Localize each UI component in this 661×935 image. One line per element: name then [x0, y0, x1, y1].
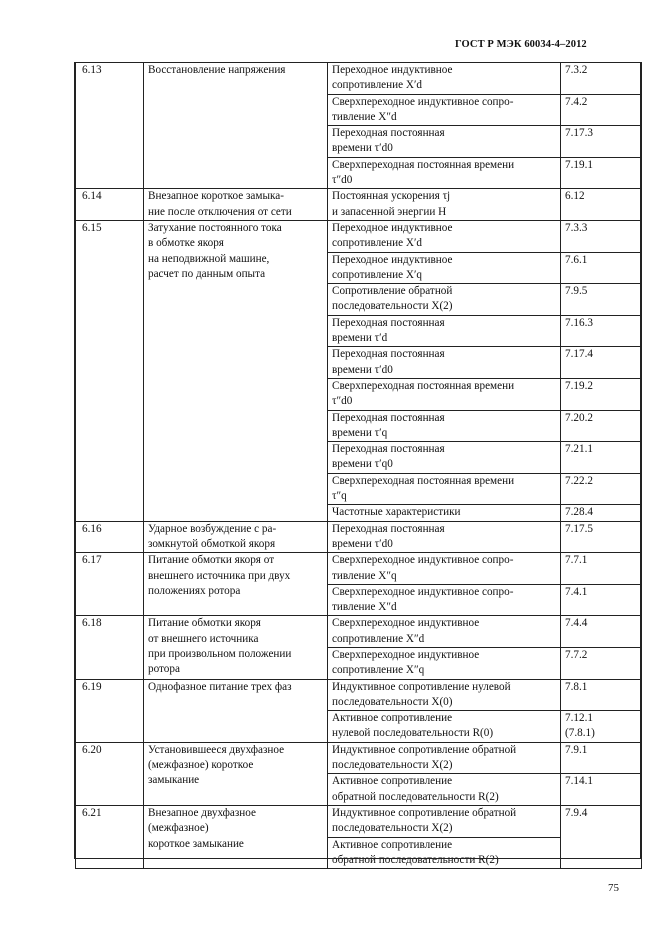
reference-line: 7.20.2	[565, 411, 593, 424]
reference-cell	[561, 553, 642, 585]
parameter-cell	[328, 252, 561, 284]
parameter-line: тивление X″q	[332, 569, 397, 582]
test-name-line: внешнего источника при двух	[148, 569, 291, 582]
table-row	[76, 220, 642, 252]
reference-cell	[561, 584, 642, 616]
reference-line: 7.17.3	[565, 127, 593, 140]
clause-number: 6.18	[82, 617, 102, 630]
test-name-line: Питание обмотки якоря от	[148, 554, 275, 567]
parameter-line: Переходная постоянная	[332, 348, 445, 361]
test-name-line: Затухание постоянного тока	[148, 221, 282, 234]
parameter-cell	[328, 410, 561, 442]
clause-number-cell	[76, 616, 144, 679]
parameter-line: времени τ′q	[332, 426, 388, 439]
parameter-line: и запасенной энергии H	[332, 205, 447, 218]
reference-cell	[561, 284, 642, 316]
test-name-line: Внезапное двухфазное	[148, 806, 256, 819]
reference-line: 7.9.1	[565, 743, 588, 756]
parameter-line: Переходная постоянная	[332, 522, 445, 535]
parameter-cell	[328, 711, 561, 743]
parameter-cell	[328, 774, 561, 806]
reference-line: 7.7.2	[565, 648, 588, 661]
reference-line: 7.21.1	[565, 443, 593, 456]
clause-number-cell	[76, 521, 144, 553]
parameter-line: Переходное индуктивное	[332, 253, 453, 266]
test-name-line: (межфазное) короткое	[148, 759, 254, 772]
reference-cell	[561, 347, 642, 379]
reference-line: 7.7.1	[565, 554, 588, 567]
reference-cell	[561, 410, 642, 442]
parameter-line: времени τ′q0	[332, 458, 393, 471]
clause-number-cell	[76, 220, 144, 521]
test-name-cell	[144, 679, 328, 742]
reference-cell	[561, 252, 642, 284]
clause-number: 6.16	[82, 522, 102, 535]
reference-line: 7.8.1	[565, 680, 588, 693]
parameter-line: тивление X″d	[332, 601, 397, 614]
test-name-line: ротора	[148, 663, 180, 676]
test-name-cell	[144, 220, 328, 521]
test-name-line: короткое замыкание	[148, 837, 244, 850]
reference-line: 6.12	[565, 190, 585, 203]
parameter-line: Сверхпереходное индуктивное сопро-	[332, 554, 514, 567]
parameter-line: Сверхпереходное индуктивное	[332, 648, 480, 661]
reference-cell	[561, 647, 642, 679]
reference-line: 7.12.1	[565, 712, 593, 725]
parameter-line: τ″d0	[332, 395, 353, 408]
reference-cell	[561, 189, 642, 221]
clause-number-cell	[76, 805, 144, 868]
parameter-line: сопротивление X″d	[332, 632, 425, 645]
clause-number: 6.20	[82, 743, 102, 756]
table-row	[76, 679, 642, 711]
parameter-line: времени τ′d0	[332, 537, 393, 550]
table-row	[76, 189, 642, 221]
test-name-line: от внешнего источника	[148, 632, 259, 645]
parameter-line: Индуктивное сопротивление обратной	[332, 806, 517, 819]
parameter-line: Активное сопротивление	[332, 838, 453, 851]
parameter-cell	[328, 347, 561, 379]
parameter-line: Сверхпереходная постоянная времени	[332, 474, 515, 487]
test-name-line: замыкание	[148, 774, 200, 787]
parameter-line: τ″q	[332, 490, 347, 503]
parameter-line: Индуктивное сопротивление обратной	[332, 743, 517, 756]
table-row	[76, 63, 642, 95]
parameter-line: сопротивление X″q	[332, 664, 425, 677]
reference-line: 7.17.4	[565, 348, 593, 361]
parameter-cell	[328, 126, 561, 158]
clause-number: 6.21	[82, 806, 102, 819]
reference-cell	[561, 63, 642, 95]
test-name-cell	[144, 742, 328, 805]
reference-cell	[561, 157, 642, 189]
test-name-line: ние после отключения от сети	[148, 205, 292, 218]
parameter-cell	[328, 315, 561, 347]
parameter-line: Активное сопротивление	[332, 775, 453, 788]
reference-cell	[561, 805, 642, 868]
test-name-cell	[144, 189, 328, 221]
parameter-line: Индуктивное сопротивление нулевой	[332, 680, 511, 693]
parameter-cell	[328, 378, 561, 410]
page-number: 75	[608, 882, 619, 894]
parameter-cell	[328, 63, 561, 95]
test-name-line: Питание обмотки якоря	[148, 617, 261, 630]
test-name-line: Однофазное питание трех фаз	[148, 680, 292, 693]
table-row	[76, 805, 642, 837]
test-name-cell	[144, 63, 328, 189]
reference-line: 7.28.4	[565, 506, 593, 519]
parameter-line: Переходное индуктивное	[332, 221, 453, 234]
parameter-line: Постоянная ускорения τj	[332, 190, 451, 203]
reference-line: 7.19.2	[565, 379, 593, 392]
parameter-line: тивление X″d	[332, 110, 397, 123]
parameter-cell	[328, 805, 561, 837]
parameter-line: обратной последовательности R(2)	[332, 853, 499, 866]
reference-cell	[561, 94, 642, 126]
parameter-line: Частотные характеристики	[332, 506, 461, 519]
parameter-cell	[328, 679, 561, 711]
reference-cell	[561, 220, 642, 252]
parameter-cell	[328, 742, 561, 774]
test-name-line: зомкнутой обмоткой якоря	[148, 537, 276, 550]
parameter-cell	[328, 584, 561, 616]
reference-cell	[561, 378, 642, 410]
parameter-line: времени τ′d	[332, 332, 388, 345]
test-name-line: Ударное возбуждение с ра-	[148, 522, 277, 535]
parameter-line: Сопротивление обратной	[332, 285, 453, 298]
parameter-line: последовательности X(0)	[332, 695, 453, 708]
test-name-cell	[144, 805, 328, 868]
reference-line: (7.8.1)	[565, 727, 595, 740]
reference-cell	[561, 442, 642, 474]
table-row	[76, 553, 642, 585]
test-name-line: положениях ротора	[148, 584, 241, 597]
reference-line: 7.3.3	[565, 221, 588, 234]
parameter-cell	[328, 94, 561, 126]
test-name-line: в обмотке якоря	[148, 237, 224, 250]
parameter-line: сопротивление X′d	[332, 237, 423, 250]
reference-cell	[561, 616, 642, 648]
clause-number-cell	[76, 553, 144, 616]
parameter-line: Переходная постоянная	[332, 411, 445, 424]
reference-cell	[561, 315, 642, 347]
reference-cell	[561, 473, 642, 505]
parameter-line: последовательности X(2)	[332, 822, 453, 835]
test-name-line: Внезапное короткое замыка-	[148, 190, 284, 203]
clause-number: 6.15	[82, 221, 102, 234]
test-name-line: Восстановление напряжения	[148, 64, 286, 76]
reference-cell	[561, 711, 642, 743]
reference-line: 7.22.2	[565, 474, 593, 487]
parameter-line: времени τ′d0	[332, 142, 393, 155]
parameter-line: Сверхпереходное индуктивное сопро-	[332, 95, 514, 108]
parameter-line: последовательности X(2)	[332, 759, 453, 772]
test-name-cell	[144, 521, 328, 553]
parameter-cell	[328, 220, 561, 252]
reference-cell	[561, 521, 642, 553]
reference-line: 7.17.5	[565, 522, 593, 535]
parameter-line: Сверхпереходное индуктивное сопро-	[332, 585, 514, 598]
parameter-line: Сверхпереходное индуктивное	[332, 617, 480, 630]
parameter-line: Переходная постоянная	[332, 316, 445, 329]
clause-number: 6.13	[82, 64, 102, 76]
parameter-line: сопротивление X′d	[332, 79, 423, 92]
reference-cell	[561, 774, 642, 806]
parameter-cell	[328, 157, 561, 189]
test-name-line: при произвольном положении	[148, 647, 292, 660]
parameter-cell	[328, 189, 561, 221]
table-row	[76, 616, 642, 648]
reference-line: 7.9.4	[565, 806, 588, 819]
test-name-line: расчет по данным опыта	[148, 267, 266, 280]
clause-number: 6.17	[82, 554, 102, 567]
parameter-cell	[328, 616, 561, 648]
table-row	[76, 742, 642, 774]
parameter-cell	[328, 442, 561, 474]
reference-line: 7.14.1	[565, 775, 593, 788]
test-name-cell	[144, 616, 328, 679]
parameter-cell	[328, 521, 561, 553]
parameter-line: Сверхпереходная постоянная времени	[332, 158, 515, 171]
test-name-line: Установившееся двухфазное	[148, 743, 285, 756]
parameter-line: нулевой последовательности R(0)	[332, 727, 494, 740]
parameter-cell	[328, 647, 561, 679]
parameter-line: Активное сопротивление	[332, 712, 453, 725]
clause-number: 6.14	[82, 190, 102, 203]
parameter-cell	[328, 473, 561, 505]
parameter-line: последовательности X(2)	[332, 300, 453, 313]
parameter-cell	[328, 837, 561, 869]
table-row	[76, 521, 642, 553]
reference-line: 7.3.2	[565, 64, 588, 76]
reference-cell	[561, 505, 642, 521]
test-name-cell	[144, 553, 328, 616]
standards-table	[75, 62, 642, 869]
test-name-line: (межфазное)	[148, 822, 209, 835]
clause-number-cell	[76, 742, 144, 805]
clause-number: 6.19	[82, 680, 102, 693]
parameter-line: Сверхпереходная постоянная времени	[332, 379, 515, 392]
parameter-line: Переходная постоянная	[332, 127, 445, 140]
test-name-line: на неподвижной машине,	[148, 252, 270, 265]
parameter-line: сопротивление X′q	[332, 268, 423, 281]
clause-number-cell	[76, 189, 144, 221]
reference-line: 7.4.1	[565, 585, 588, 598]
clause-number-cell	[76, 679, 144, 742]
reference-cell	[561, 126, 642, 158]
parameter-line: обратной последовательности R(2)	[332, 790, 499, 803]
reference-line: 7.19.1	[565, 158, 593, 171]
reference-cell	[561, 679, 642, 711]
clause-number-cell	[76, 63, 144, 189]
parameter-cell	[328, 553, 561, 585]
parameter-line: Переходная постоянная	[332, 443, 445, 456]
reference-line: 7.16.3	[565, 316, 593, 329]
reference-line: 7.4.2	[565, 95, 588, 108]
parameter-line: Переходное индуктивное	[332, 64, 453, 76]
reference-line: 7.4.4	[565, 617, 588, 630]
parameter-cell	[328, 284, 561, 316]
reference-line: 7.9.5	[565, 285, 588, 298]
parameter-line: τ″d0	[332, 174, 353, 187]
parameter-line: времени τ′d0	[332, 363, 393, 376]
reference-line: 7.6.1	[565, 253, 588, 266]
page-header: ГОСТ Р МЭК 60034-4–2012	[455, 39, 587, 50]
reference-cell	[561, 742, 642, 774]
parameter-cell	[328, 505, 561, 521]
